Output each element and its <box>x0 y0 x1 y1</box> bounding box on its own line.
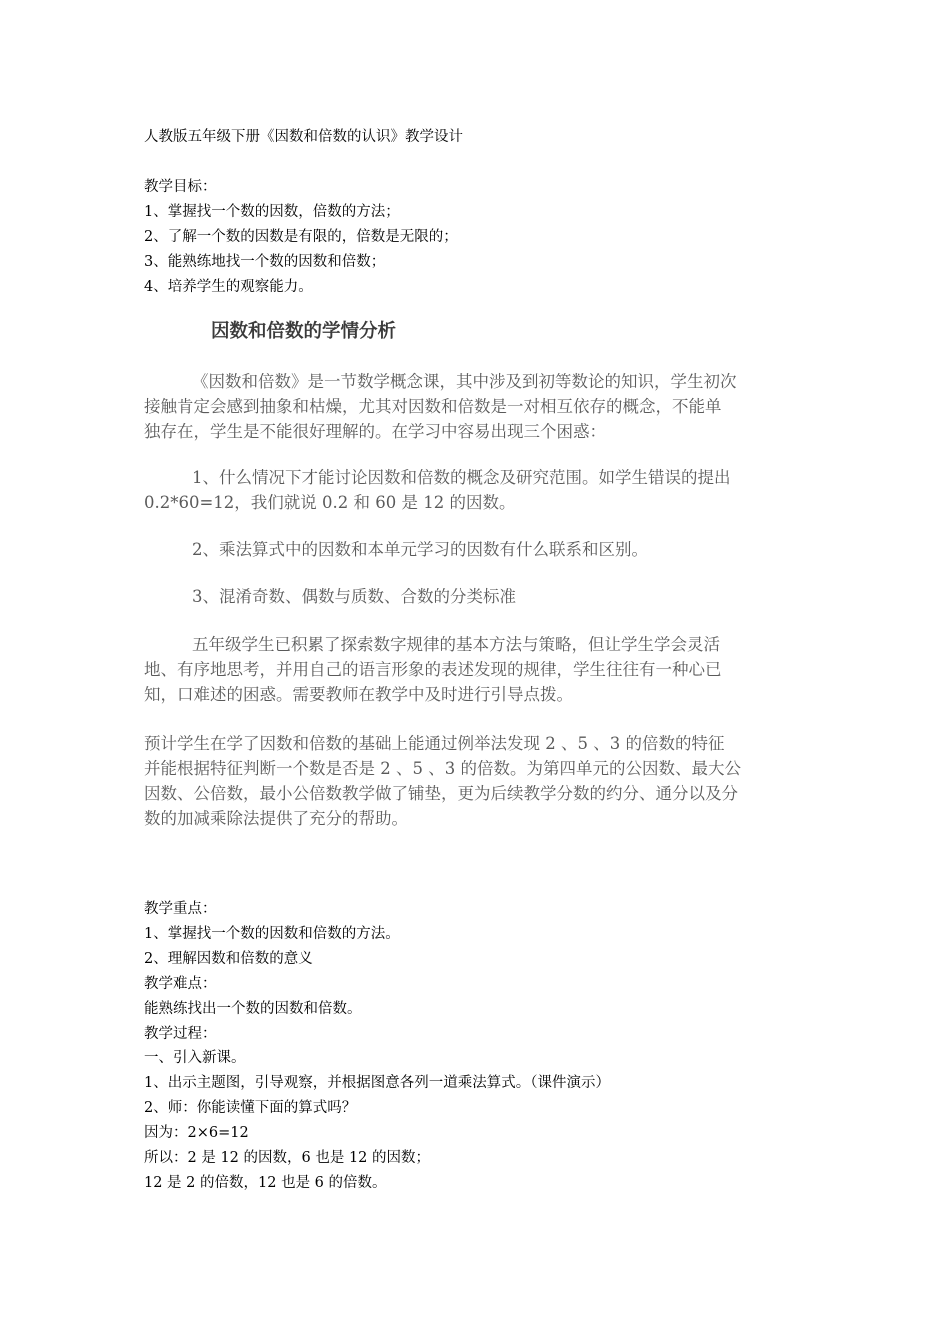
paragraph-line: 五年级学生已积累了探索数字规律的基本方法与策略，但让学生学会灵活 <box>192 635 720 654</box>
analysis-heading: 因数和倍数的学情分析 <box>211 321 397 342</box>
paragraph-line: 预计学生在学了因数和倍数的基础上能通过例举法发现 2 、5 、3 的倍数的特征 <box>144 734 725 753</box>
key-point-item: 2、理解因数和倍数的意义 <box>144 951 313 967</box>
paragraph-line: 3、混淆奇数、偶数与质数、合数的分类标准 <box>192 587 516 606</box>
paragraph-line: 1、什么情况下才能讨论因数和倍数的概念及研究范围。如学生错误的提出 <box>192 468 731 487</box>
analysis-paragraph <box>144 584 810 609</box>
paragraph-line: 2、乘法算式中的因数和本单元学习的因数有什么联系和区别。 <box>192 540 648 559</box>
process-item: 2、师：你能读懂下面的算式吗？ <box>144 1100 357 1116</box>
difficulty-text: 能熟练找出一个数的因数和倍数。 <box>144 1001 362 1017</box>
process-label: 教学过程： <box>144 1026 217 1042</box>
analysis-paragraph <box>144 369 810 444</box>
paragraph-line: 数的加减乘除法提供了充分的帮助。 <box>144 809 408 828</box>
key-point-item: 1、掌握找一个数的因数和倍数的方法。 <box>144 926 400 942</box>
analysis-paragraph <box>144 632 810 707</box>
paragraph-line: 独存在，学生是不能很好理解的。在学习中容易出现三个困惑： <box>144 422 606 441</box>
paragraph-line: 并能根据特征判断一个数是否是 2 、5 、3 的倍数。为第四单元的公因数、最大公 <box>144 759 741 778</box>
key-points-label: 教学重点： <box>144 901 217 917</box>
objectives-label: 教学目标： <box>144 179 217 195</box>
analysis-paragraph <box>144 731 810 831</box>
objective-item: 4、培养学生的观察能力。 <box>144 279 313 295</box>
paragraph-line: 《因数和倍数》是一节数学概念课，其中涉及到初等数论的知识，学生初次 <box>192 372 737 391</box>
paragraph-line: 因数、公倍数，最小公倍数教学做了铺垫，更为后续教学分数的约分、通分以及分 <box>144 784 738 803</box>
process-item: 12 是 2 的倍数，12 也是 6 的倍数。 <box>144 1175 387 1191</box>
document-title: 人教版五年级下册《因数和倍数的认识》教学设计 <box>144 129 463 145</box>
analysis-paragraph <box>144 465 810 515</box>
process-item: 1、出示主题图，引导观察，并根据图意各列一道乘法算式。（课件演示） <box>144 1075 610 1091</box>
analysis-paragraph <box>144 537 810 562</box>
process-item: 所以：2 是 12 的因数，6 也是 12 的因数； <box>144 1150 431 1166</box>
paragraph-line: 地、有序地思考，并用自己的语言形象的表述发现的规律，学生往往有一种心已 <box>144 660 722 679</box>
paragraph-line: 接触肯定会感到抽象和枯燥，尤其对因数和倍数是一对相互依存的概念，不能单 <box>144 397 722 416</box>
process-item: 一、引入新课。 <box>144 1050 246 1066</box>
objective-item: 3、能熟练地找一个数的因数和倍数； <box>144 254 386 270</box>
paragraph-line: 0.2*60=12，我们就说 0.2 和 60 是 12 的因数。 <box>144 493 516 512</box>
objective-item: 1、掌握找一个数的因数，倍数的方法； <box>144 204 400 220</box>
process-item: 因为：2×6=12 <box>144 1125 249 1141</box>
difficulty-label: 教学难点： <box>144 976 217 992</box>
paragraph-line: 知，口难述的困惑。需要教师在教学中及时进行引导点拨。 <box>144 685 573 704</box>
objective-item: 2、了解一个数的因数是有限的，倍数是无限的； <box>144 229 458 245</box>
